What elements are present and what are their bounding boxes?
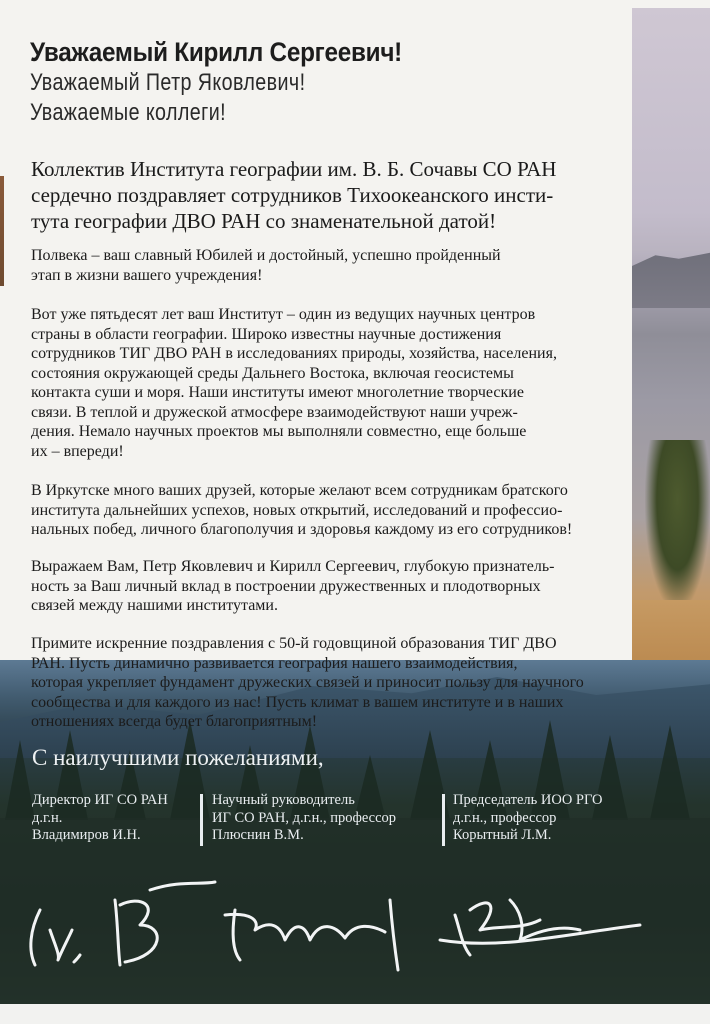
text-line: Полвека – ваш славный Юбилей и достойный, успешно пройденный	[31, 247, 501, 264]
text-line: которая укрепляет фундамент дружеских связей и приносит пользу для научного	[31, 674, 584, 691]
lead-line: тута географии ДВО РАН со знаменательной датой!	[31, 209, 497, 233]
handwritten-signatures	[0, 870, 710, 990]
text-line: контакта суши и моря. Наши институты имеют многолетние творческие	[31, 384, 524, 401]
signatory-line: Плюснин В.М.	[212, 827, 304, 843]
paragraph-jubilee	[31, 246, 501, 285]
column-divider	[200, 794, 203, 846]
paragraph-gratitude	[31, 557, 554, 616]
text-line: этап в жизни вашего учреждения!	[31, 266, 263, 284]
text-line: В Иркутске много ваших друзей, которые желают всем сотрудникам братского	[31, 482, 568, 499]
text-line: ность за Ваш личный вклад в построении дружественных и плодотворных	[31, 577, 541, 595]
signatory-scientific-head	[212, 792, 396, 845]
greeting-line-3: Уважаемые коллеги!	[30, 99, 226, 126]
column-divider	[442, 794, 445, 846]
text-line: сообщества и для каждого из нас! Пусть климат в вашем институте и в наших	[31, 693, 564, 711]
signatory-line: Председатель ИОО РГО	[453, 792, 603, 808]
signatory-director	[32, 792, 168, 845]
greeting-block	[30, 36, 630, 128]
text-line: сотрудников ТИГ ДВО РАН в исследованиях природы, хозяйства, населения,	[31, 345, 557, 362]
paragraph-fifty-years	[31, 305, 557, 461]
text-line: РАН. Пусть динамично развивается география нашего взаимодействия,	[31, 654, 518, 672]
text-line: института дальнейших успехов, новых открытий, исследований и профессио-	[31, 501, 563, 519]
signatory-line: ИГ СО РАН, д.г.н., профессор	[212, 809, 397, 826]
text-line: Примите искренние поздравления с 50-й годовщиной образования ТИГ ДВО	[31, 635, 557, 652]
paragraph-congratulations	[31, 634, 584, 732]
lead-line: Коллектив Института географии им. В. Б. Сочавы СО РАН	[31, 157, 557, 181]
lead-line: сердечно поздравляет сотрудников Тихоокеанского инсти-	[31, 183, 554, 207]
signatory-line: д.г.н.	[32, 809, 63, 826]
signatory-line: Владимиров И.Н.	[32, 827, 141, 843]
signatory-chairman	[453, 792, 602, 845]
text-line: их – впереди!	[31, 442, 124, 460]
text-line: нальных побед, личного благополучия и здоровья каждому из его сотрудников!	[31, 521, 573, 538]
closing-wishes: С наилучшими пожеланиями,	[32, 745, 324, 770]
greeting-line-2: Уважаемый Петр Яковлевич!	[30, 69, 306, 96]
signatory-line: Научный руководитель	[212, 792, 355, 808]
text-line: Выражаем Вам, Петр Яковлевич и Кирилл Сергеевич, глубокую признатель-	[31, 558, 555, 575]
text-line: страны в области географии. Широко известны научные достижения	[31, 325, 502, 343]
signatory-line: Корытный Л.М.	[453, 827, 552, 843]
left-edge-photo	[0, 176, 4, 286]
text-line: связей между нашими институтами.	[31, 597, 278, 614]
greeting-line-1: Уважаемый Кирилл Сергеевич!	[30, 37, 402, 67]
paragraph-irkutsk	[31, 481, 572, 540]
tree-image	[645, 440, 710, 610]
text-line: Вот уже пятьдесят лет ваш Институт – один из ведущих научных центров	[31, 306, 536, 323]
lead-paragraph	[31, 156, 621, 234]
signatory-line: д.г.н., профессор	[453, 809, 557, 826]
text-line: отношениях всегда будет благоприятным!	[31, 713, 318, 730]
page-bottom-margin	[0, 1004, 710, 1024]
text-line: связи. В теплой и дружеской атмосфере взаимодействуют наши учреж-	[31, 403, 518, 421]
text-line: состояния окружающей среды Дальнего Востока, включая геосистемы	[31, 364, 514, 382]
signatory-line: Директор ИГ СО РАН	[32, 792, 168, 808]
text-line: дения. Немало научных проектов мы выполняли совместно, еще больше	[31, 423, 527, 440]
